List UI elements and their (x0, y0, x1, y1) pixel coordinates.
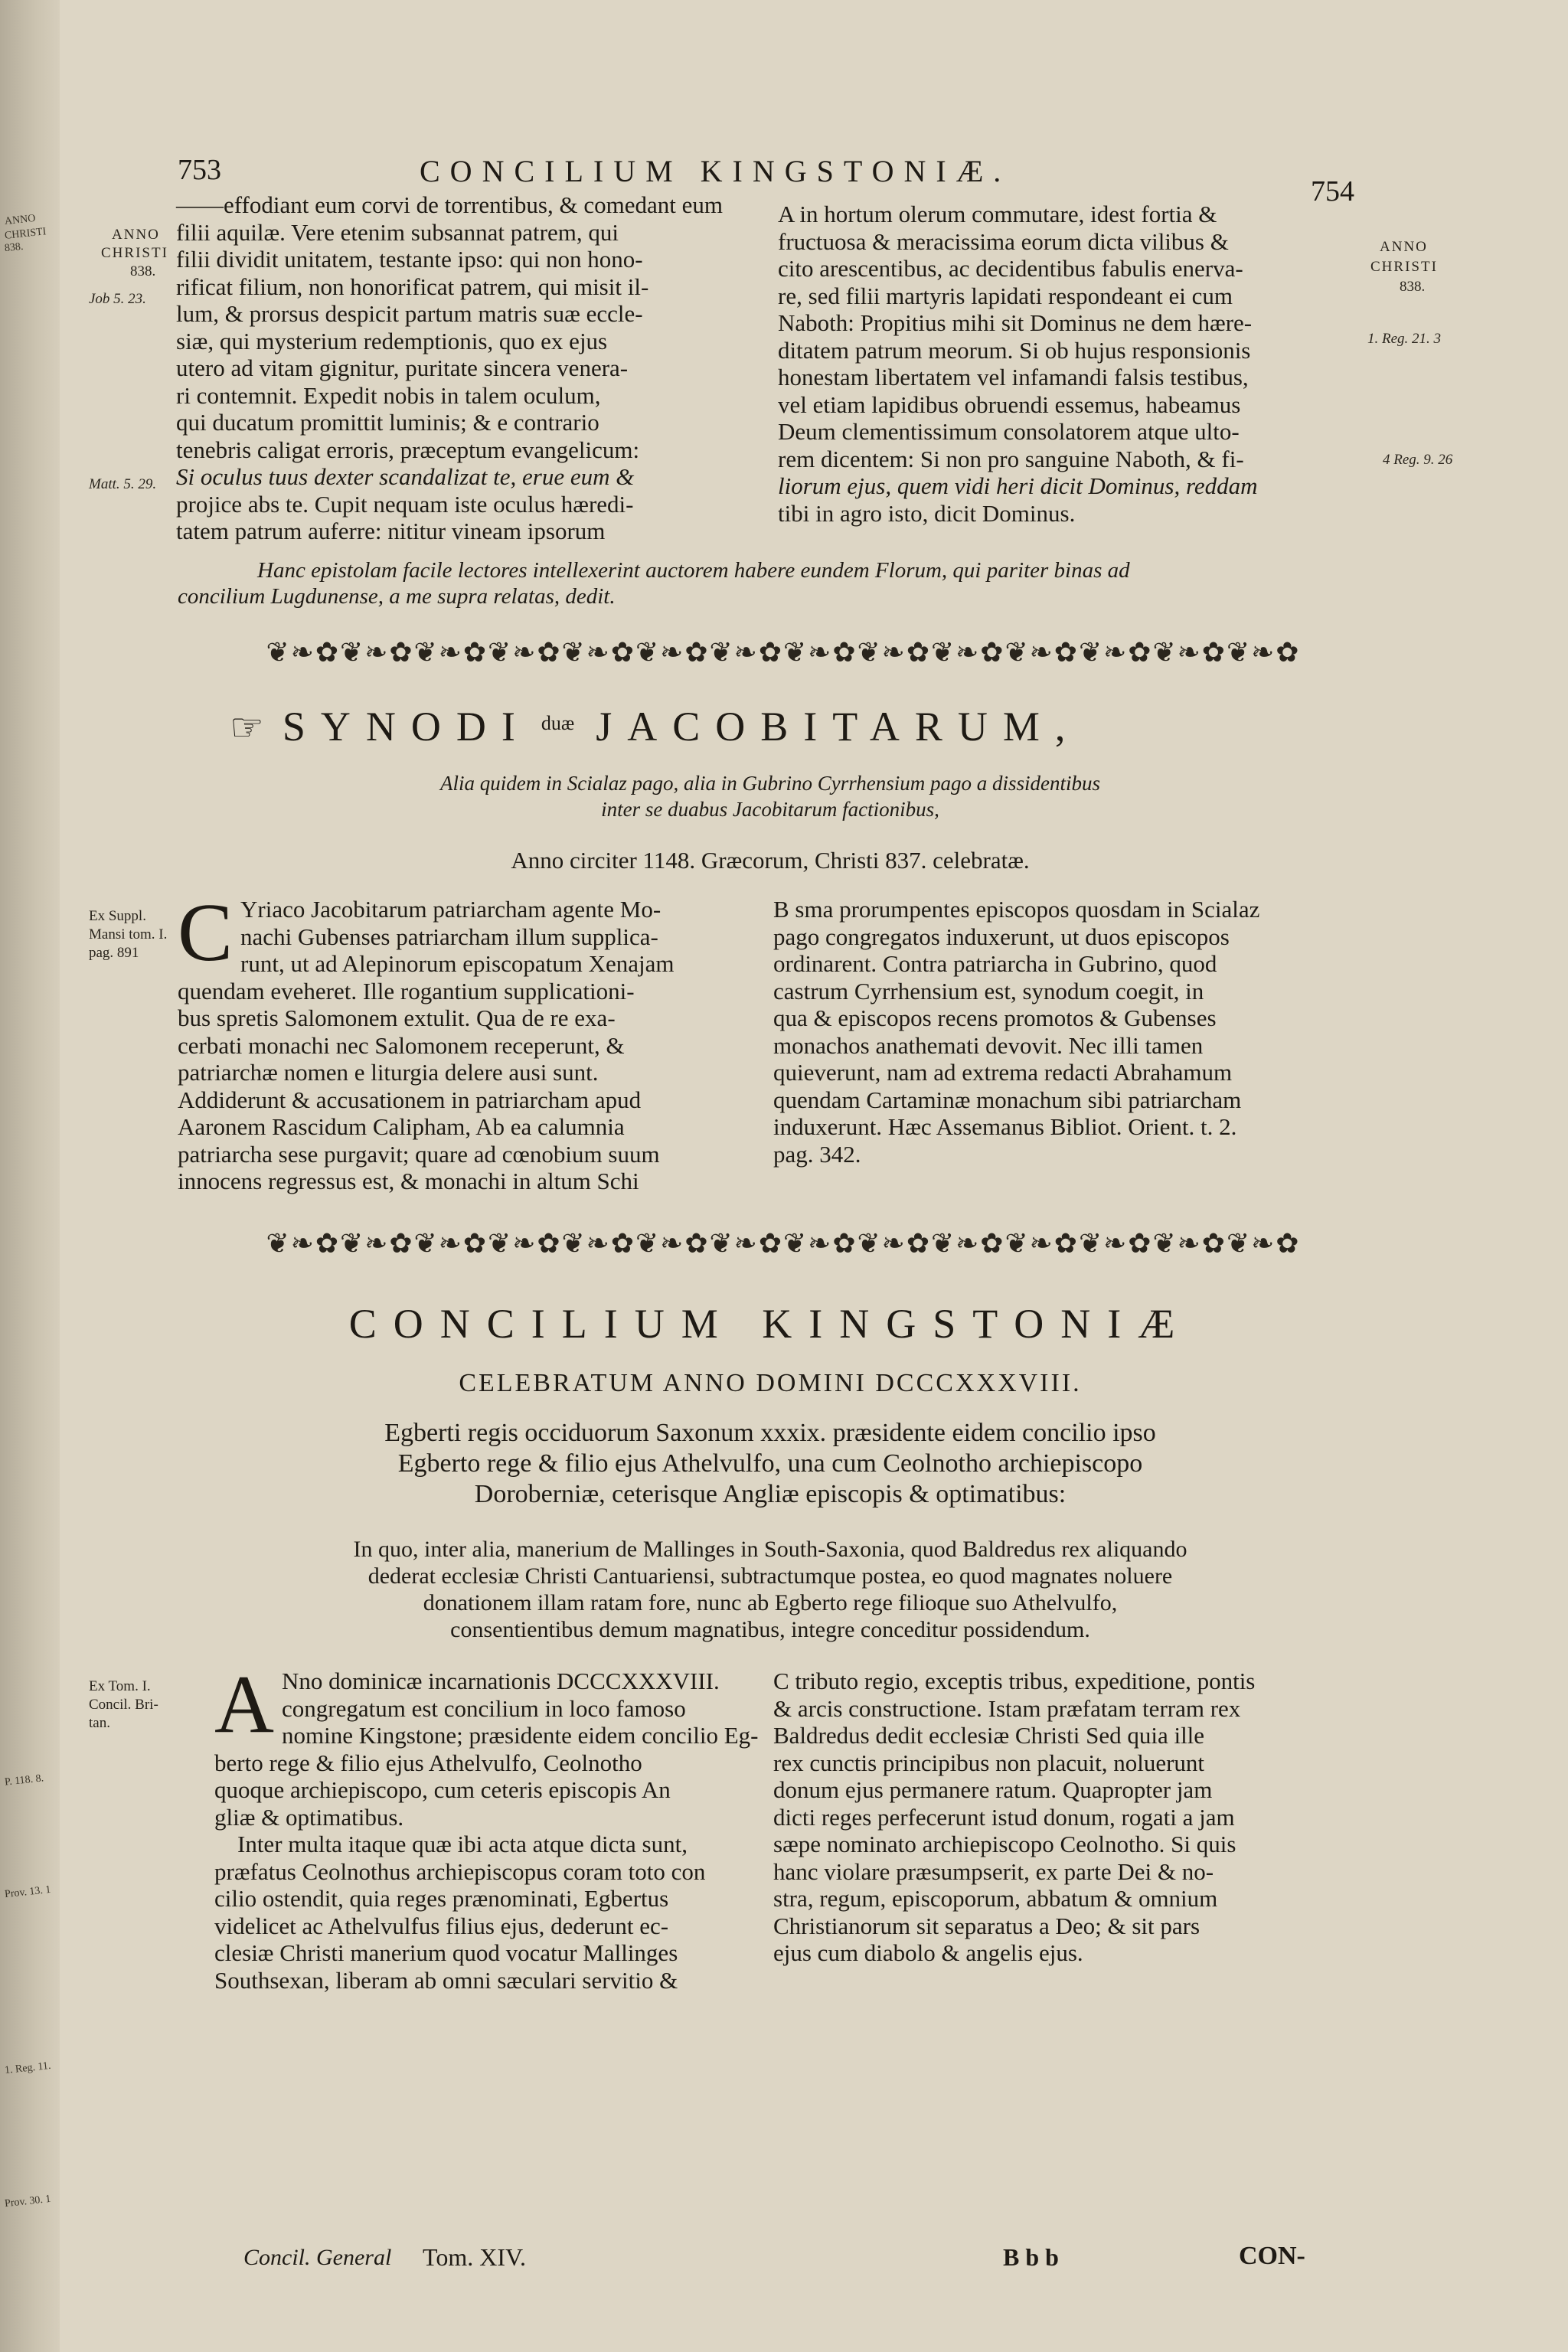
margin-note-ref: Matt. 5. 29. (89, 476, 157, 492)
spine-note: Prov. 30. 1 (4, 2193, 52, 2210)
margin-note-source: tan. (89, 1715, 110, 1731)
drop-cap: A (214, 1659, 274, 1750)
text-line: consentientibus demum magnatibus, integre conceditur possidendum. (450, 1617, 1090, 1642)
margin-note-ref: 4 Reg. 9. 26 (1383, 452, 1453, 468)
margin-note-source: Ex Tom. I. (89, 1678, 151, 1694)
ornament-border: ❦❧✿❦❧✿❦❧✿❦❧✿❦❧✿❦❧✿❦❧✿❦❧✿❦❧✿❦❧✿❦❧✿❦❧✿❦❧✿❦❧✿ (266, 1228, 1301, 1259)
concilium-title: CONCILIUM KINGSTONIÆ (348, 1301, 1192, 1347)
margin-note-christi: CHRISTI (1370, 259, 1438, 275)
text-line: ——effodiant eum corvi de torrentibus, & comedant eum (176, 191, 723, 218)
synodi-subtitle (178, 770, 1363, 822)
text-line: patriarchæ nomen e liturgia delere ausi sunt. (178, 1059, 599, 1086)
text-line: siæ, qui mysterium redemptionis, quo ex ejus (176, 327, 608, 354)
text-line: ditatem patrum meorum. Si ob hujus responsionis (778, 336, 1251, 364)
text-line: donum ejus permanere ratum. Quapropter jam (773, 1776, 1213, 1803)
text-line: B sma prorumpentes episcopos quosdam in Scialaz (773, 896, 1260, 923)
top-left-column (176, 191, 776, 545)
text-line: clesiæ Christi manerium quod vocatur Mallinges (214, 1939, 678, 1966)
spine-note: CHRISTI (4, 226, 47, 242)
text-line: quendam Cartaminæ monachum sibi patriarcham (773, 1086, 1242, 1113)
text-line: Addiderunt & accusationem in patriarcham apud (178, 1086, 642, 1113)
synodi-date: Anno circiter 1148. Græcorum, Christi 837. celebratæ. (511, 847, 1030, 874)
margin-note-ref: Job 5. 23. (89, 291, 146, 307)
concilium-left-column (214, 1659, 775, 1994)
text-line: Christianorum sit separatus a Deo; & sit pars (773, 1912, 1200, 1939)
synodi-title-small: duæ (541, 712, 575, 734)
margin-note-ref: 1. Reg. 21. 3 (1367, 331, 1442, 347)
text-line: monachos anathemati devovit. Nec illi tamen (773, 1031, 1204, 1059)
catchword: CON- (1239, 2242, 1305, 2270)
text-line: videlicet ac Athelvulfus filius ejus, dederunt ec- (214, 1912, 669, 1939)
text-line: ordinarent. Contra patriarcha in Gubrino, quod (773, 950, 1217, 977)
synodi-title-word: JACOBITARUM, (596, 704, 1081, 750)
text-line: stra, regum, episcoporum, abbatum & omnium (773, 1885, 1218, 1912)
text-line: nomine Kingstone; præsidente eidem concilio Eg- (282, 1722, 759, 1749)
text-line: quieverunt, nam ad extrema redacti Abrahamum (773, 1059, 1233, 1086)
text-line: tenebris caligat erroris, præceptum evangelicum: (176, 436, 640, 463)
text-line: præfatus Ceolnothus archiepiscopus coram toto con (214, 1857, 706, 1885)
text-line: cito arescentibus, ac decidentibus fabulis enerva- (778, 255, 1243, 282)
text-line: C tributo regio, exceptis tribus, expeditione, pontis (773, 1668, 1256, 1694)
text-line: rem dicentem: Si non pro sanguine Naboth, & fi- (778, 445, 1244, 472)
text-line: cilio ostendit, quia reges prænominati, Egbertus (214, 1885, 669, 1912)
text-line: nachi Gubenses patriarcham illum supplica- (240, 923, 658, 950)
text-line: berto rege & filio ejus Athelvulfo, Ceolnotho (214, 1749, 642, 1776)
margin-note-year: 838. (1400, 279, 1426, 295)
text-line: pago congregatos induxerunt, ut duos episcopos (773, 923, 1230, 950)
text-line: sæpe nominato archiepiscopo Ceolnotho. Si quis (773, 1831, 1236, 1857)
synodi-left-column (178, 887, 775, 1195)
text-line: concilium Lugdunense, a me supra relatas, dedit. (178, 584, 616, 609)
text-line: pag. 342. (773, 1140, 861, 1168)
text-line: lum, & prorsus despicit partum matris suæ eccle- (176, 300, 643, 327)
concilium-presidents (178, 1418, 1363, 1510)
text-line: vel etiam lapidibus obruendi essemus, habeamus (778, 390, 1241, 418)
editorial-note (178, 557, 1363, 609)
text-line: bus spretis Salomonem extulit. Qua de re exa- (178, 1004, 616, 1031)
text-line: Egberti regis occiduorum Saxonum xxxix. præsidente eidem concilio ipso (384, 1419, 1156, 1447)
spine-note: 838. (4, 240, 24, 255)
concilium-right-column (773, 1668, 1363, 1967)
text-line: ejus cum diabolo & angelis ejus. (773, 1939, 1083, 1966)
text-line: inter se duabus Jacobitarum factionibus, (601, 798, 939, 821)
text-line: projice abs te. Cupit nequam iste oculus hæredi- (176, 490, 634, 518)
text-line: ri contemnit. Expedit nobis in talem oculum, (176, 381, 601, 409)
text-line: & arcis constructione. Istam præfatam terram rex (773, 1694, 1241, 1722)
text-line: Naboth: Propitius mihi sit Dominus ne dem hære- (778, 309, 1253, 336)
top-right-column (778, 201, 1361, 527)
right-page-number: 754 (1311, 175, 1354, 207)
text-line: re, sed filii martyris lapidati respondeant ei cum (778, 282, 1233, 309)
margin-note-source: pag. 891 (89, 945, 139, 961)
text-line: innocens regressus est, & monachi in altum Schi (178, 1168, 639, 1194)
text-line: tibi in agro isto, dicit Dominus. (778, 499, 1076, 527)
left-page-number: 753 (178, 154, 221, 186)
margin-note-source: Ex Suppl. (89, 908, 146, 924)
text-line: liorum ejus, quem vidi heri dicit Dominus, reddam (778, 472, 1258, 499)
text-line: tatem patrum auferre: nititur vineam ipsorum (176, 518, 606, 544)
text-line: Deum clementissimum consolatorem atque ulto- (778, 418, 1240, 445)
margin-note-year: 838. (130, 263, 156, 279)
text-line: Baldredus dedit ecclesiæ Christi Sed quia ille (773, 1722, 1205, 1749)
synodi-title-word: SYNODI (282, 704, 531, 750)
text-line: filii aquilæ. Vere etenim subsannat patrem, qui (176, 218, 619, 246)
text-line: patriarcha sese purgavit; quare ad cœnobium suum (178, 1140, 660, 1168)
margin-note-anno: ANNO (112, 227, 160, 243)
text-line: Nno dominicæ incarnationis DCCCXXXVIII. (282, 1668, 720, 1694)
text-line: Aaronem Rascidum Calipham, Ab ea calumnia (178, 1113, 625, 1140)
synodi-title (230, 703, 1363, 750)
text-line: quendam eveheret. Ille rogantium supplicationi- (178, 977, 635, 1004)
text-line: Inter multa itaque quæ ibi acta atque dicta sunt, (237, 1831, 688, 1857)
text-line: rificat filium, non honorificat patrem, qui misit il- (176, 273, 649, 300)
text-line: In quo, inter alia, manerium de Mallinges in South-Saxonia, quod Baldredus rex aliquando (353, 1537, 1187, 1562)
text-line: castrum Cyrrhensium est, synodum coegit, in (773, 977, 1204, 1004)
text-line: Egberto rege & filio ejus Athelvulfo, una cum Ceolnotho archiepiscopo (397, 1449, 1143, 1478)
footer-source: Concil. General (243, 2245, 392, 2270)
concilium-summary (178, 1536, 1363, 1643)
spine-note: P. 118. 8. (4, 1772, 44, 1788)
text-line: filii dividit unitatem, testante ipso: qui non hono- (176, 246, 643, 273)
concilium-date: CELEBRATUM ANNO DOMINI DCCCXXXVIII. (459, 1369, 1082, 1397)
ornament-border: ❦❧✿❦❧✿❦❧✿❦❧✿❦❧✿❦❧✿❦❧✿❦❧✿❦❧✿❦❧✿❦❧✿❦❧✿❦❧✿❦❧✿ (266, 637, 1301, 668)
text-line: A in hortum olerum commutare, idest fortia & (778, 201, 1217, 227)
text-line: Southsexan, liberam ab omni sæculari servitio & (214, 1966, 678, 1994)
running-title: CONCILIUM KINGSTONIÆ. (420, 154, 1011, 188)
text-line: cerbati monachi nec Salomonem receperunt, & (178, 1031, 625, 1059)
spine-note: Prov. 13. 1 (4, 1883, 52, 1901)
text-line: Yriaco Jacobitarum patriarcham agente Mo- (240, 896, 662, 923)
text-line: utero ad vitam gignitur, puritate sincera venera- (176, 354, 629, 381)
text-line: qua & episcopos recens promotos & Gubenses (773, 1004, 1217, 1031)
text-line: Hanc epistolam facile lectores intellexerint auctorem habere eundem Florum, qui pariter binas ad (257, 558, 1130, 583)
text-line: hanc violare præsumpserit, ex parte Dei & no- (773, 1857, 1214, 1885)
signature-mark: Bbb (1003, 2243, 1065, 2271)
text-line: Alia quidem in Scialaz pago, alia in Gubrino Cyrrhensium pago a dissidentibus (439, 772, 1100, 795)
book-spine (0, 0, 60, 2352)
text-line: Doroberniæ, ceterisque Angliæ episcopis & optimatibus: (474, 1480, 1067, 1508)
text-line: honestam libertatem vel infamandi falsis testibus, (778, 364, 1249, 390)
margin-note-christi: CHRISTI (101, 245, 168, 261)
pointing-hand-icon: ☞ (230, 706, 264, 749)
margin-note-source: Mansi tom. I. (89, 926, 168, 942)
spine-note: ANNO (4, 212, 37, 228)
text-line: congregatum est concilium in loco famoso (282, 1694, 686, 1722)
synodi-right-column (773, 896, 1363, 1168)
text-line: runt, ut ad Alepinorum episcopatum Xenajam (240, 950, 675, 977)
spine-note: 1. Reg. 11. (4, 2060, 52, 2077)
text-line: dicti reges perfecerunt istud donum, rogati a jam (773, 1803, 1235, 1831)
text-line: rex cunctis principibus non placuit, noluerunt (773, 1749, 1205, 1776)
text-line: induxerunt. Hæc Assemanus Bibliot. Orient. t. 2. (773, 1113, 1237, 1140)
text-line: Si oculus tuus dexter scandalizat te, erue eum & (176, 463, 635, 490)
text-line: quoque archiepiscopo, cum ceteris episcopis An (214, 1776, 671, 1803)
text-line: dederat ecclesiæ Christi Cantuariensi, subtractumque postea, eo quod magnates noluere (368, 1563, 1173, 1589)
text-line: fructuosa & meracissima eorum dicta vilibus & (778, 227, 1229, 255)
margin-note-source: Concil. Bri- (89, 1697, 158, 1713)
text-line: gliæ & optimatibus. (214, 1803, 404, 1831)
footer-volume: Tom. XIV. (423, 2243, 526, 2271)
text-line: donationem illam ratam fore, nunc ab Egberto rege filioque suo Athelvulfo, (423, 1590, 1118, 1615)
text-line: qui ducatum promittit luminis; & e contrario (176, 409, 599, 436)
drop-cap: C (178, 887, 234, 978)
margin-note-anno: ANNO (1380, 239, 1428, 255)
